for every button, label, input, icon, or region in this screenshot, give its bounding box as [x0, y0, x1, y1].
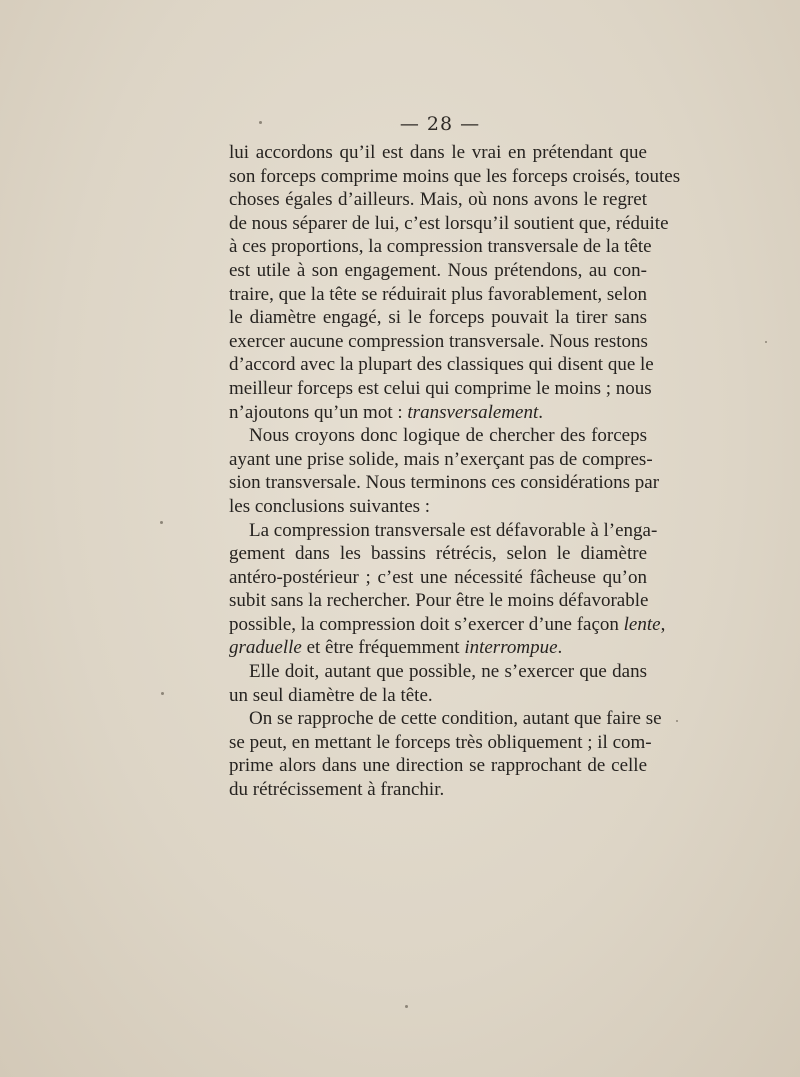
text-line — [229, 542, 647, 566]
page-number: — 28 — — [399, 113, 481, 135]
text-run: ayant une prise solide, mais n’exerçant pas de compres- — [229, 448, 653, 470]
text-run: On se rapproche de cette condition, autant que faire se — [249, 708, 662, 730]
text-line — [229, 731, 652, 755]
text-line — [229, 636, 647, 660]
text-line — [229, 613, 666, 637]
text-run: lui accordons qu’il est dans le vrai en prétendant que — [229, 142, 647, 163]
text-line — [229, 660, 647, 684]
text-line — [229, 684, 647, 708]
italic-text: transversalement — [407, 401, 539, 423]
text-line — [229, 424, 647, 448]
text-run: possible, la compression doit s’exercer d’une façon — [229, 613, 624, 635]
text-line — [229, 141, 647, 165]
text-run: n’ajoutons qu’un mot : — [229, 401, 408, 423]
text-line — [229, 471, 660, 495]
text-line — [229, 306, 647, 330]
text-run: le diamètre engagé, si le forceps pouvait la tirer sans — [229, 307, 647, 329]
text-run: exercer aucune compression transversale. Nous restons — [229, 330, 648, 352]
text-run: . — [538, 401, 544, 423]
paper-speck — [405, 1005, 408, 1008]
paper-speck — [160, 521, 163, 524]
body-text — [229, 141, 681, 802]
text-run: antéro-postérieur ; c’est une nécessité fâcheuse qu’on — [229, 566, 647, 588]
text-run: meilleur forceps est celui qui comprime le moins ; nous — [229, 377, 652, 399]
text-line — [229, 589, 647, 613]
text-run: du rétrécissement à franchir. — [229, 779, 445, 801]
text-line — [229, 165, 681, 189]
text-line — [229, 235, 652, 259]
text-run: , — [660, 613, 666, 635]
text-run: est utile à son engagement. Nous prétendons, au con- — [229, 259, 647, 281]
text-line — [229, 448, 653, 472]
text-run: se peut, en mettant le forceps très obliquement ; il com- — [229, 731, 652, 753]
text-run: traire, que la tête se réduirait plus favorablement, selon — [229, 283, 647, 305]
text-line — [229, 401, 647, 425]
text-line — [229, 519, 658, 543]
italic-text: graduelle — [229, 637, 302, 659]
text-line — [229, 212, 669, 236]
text-line — [229, 566, 647, 590]
paper-speck — [765, 341, 767, 343]
text-run: subit sans la rechercher. Pour être le moins défavorable — [229, 590, 649, 612]
text-line — [229, 778, 647, 802]
text-line — [229, 707, 662, 731]
text-line — [229, 259, 647, 283]
paper-speck — [161, 692, 164, 695]
text-run: et être fréquemment — [301, 637, 465, 659]
text-line — [229, 353, 654, 377]
paper-speck — [259, 121, 262, 124]
text-run: Nous croyons donc logique de chercher des forceps — [249, 425, 647, 447]
text-line — [229, 495, 647, 519]
text-run: de nous séparer de lui, c’est lorsqu’il soutient que, réduite — [229, 212, 669, 234]
text-line — [229, 283, 647, 307]
text-run: prime alors dans une direction se rapprochant de celle — [229, 755, 647, 777]
paper-speck — [676, 720, 678, 722]
italic-text: lente — [623, 613, 661, 635]
text-run: Elle doit, autant que possible, ne s’exercer que dans — [249, 661, 647, 683]
text-run: La compression transversale est défavorable à l’enga- — [249, 519, 658, 541]
text-line — [229, 330, 647, 354]
text-line — [229, 188, 647, 212]
text-line — [229, 754, 647, 778]
text-run: un seul diamètre de la tête. — [229, 684, 433, 706]
text-run: sion transversale. Nous terminons ces considérations par — [229, 472, 660, 494]
text-run: d’accord avec la plupart des classiques qui disent que le — [229, 354, 654, 376]
italic-text: interrompue — [464, 637, 558, 659]
text-run: choses égales d’ailleurs. Mais, où nons avons le regret — [229, 189, 647, 211]
text-line — [229, 377, 652, 401]
text-run: à ces proportions, la compression transversale de la tête — [229, 236, 652, 258]
text-run: son forceps comprime moins que les forceps croisés, toutes — [229, 165, 681, 187]
text-run: gement dans les bassins rétrécis, selon le diamètre — [229, 543, 647, 565]
text-run: les conclusions suivantes : — [229, 495, 431, 517]
text-run: . — [557, 637, 563, 659]
